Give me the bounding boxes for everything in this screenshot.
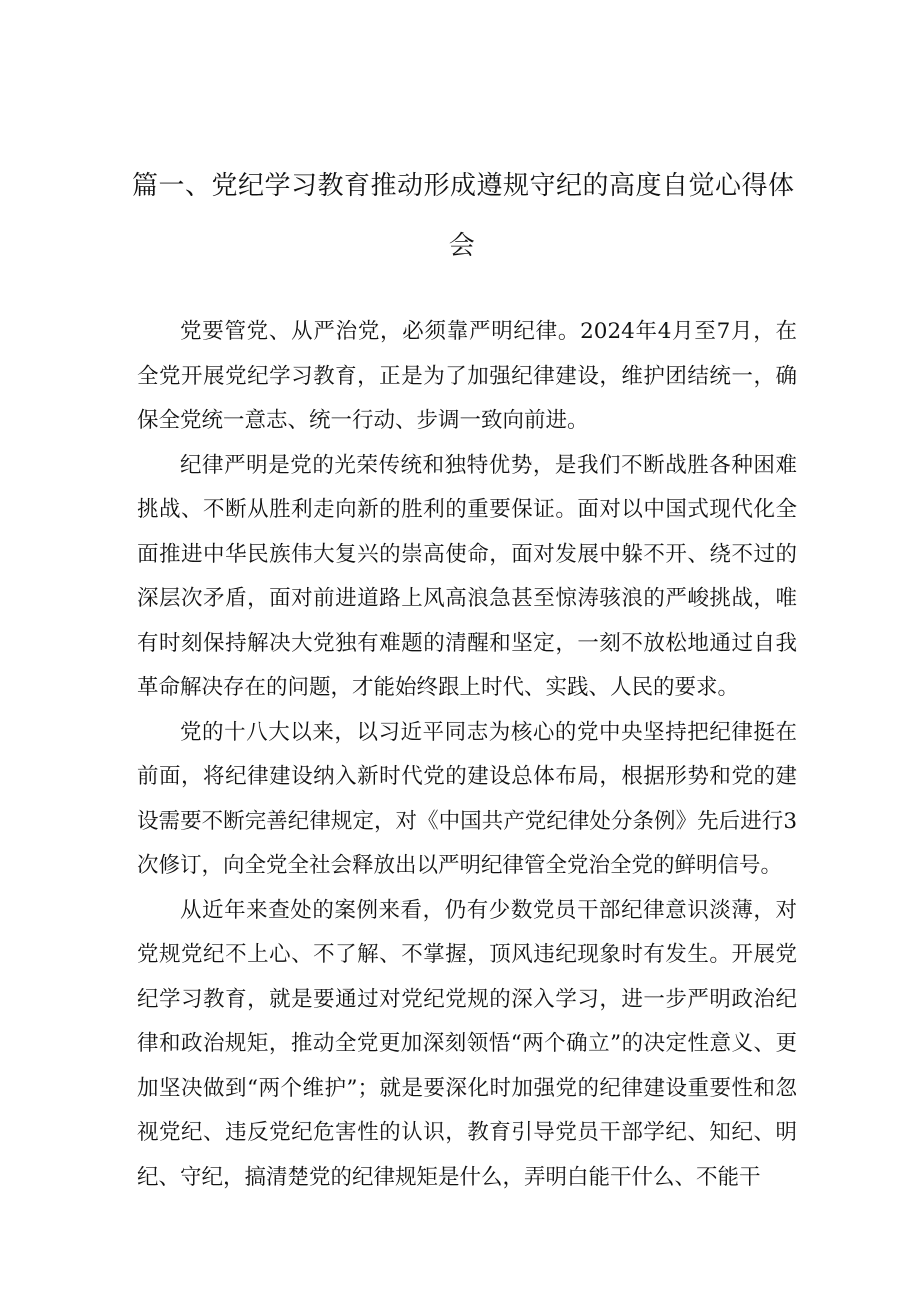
title-line-2: 会 [448,231,476,261]
document-body [137,310,797,1200]
paragraph-3: 党的十八大以来，以习近平同志为核心的党中央坚持把纪律挺在前面，将纪律建设纳入新时代党的建设总体布局，根据形势和党的建设需要不断完善纪律规定，对《中国共产党纪律处分条例》先后进行3次修订，向全党全社会释放出以严明纪律管全党治全党的鲜明信号。 [137,719,797,878]
paragraph-1: 党要管党、从严治党，必须靠严明纪律。2024年4月至7月，在全党开展党纪学习教育，正是为了加强纪律建设，维护团结统一，确保全党统一意志、统一行动、步调一致向前进。 [137,319,797,433]
paragraph-4: 从近年来查处的案例来看，仍有少数党员干部纪律意识淡薄，对党规党纪不上心、不了解、不掌握，顶风违纪现象时有发生。开展党纪学习教育，就是要通过对党纪党规的深入学习，进一步严明政治纪律和政治规矩，推动全党更加深刻领悟“两个确立”的决定性意义、更加坚决做到“两个维护”；就是要深化时加强党的纪律建设重要性和忽视党纪、违反党纪危害性的认识，教育引导党员干部学纪、知纪、明纪、守纪，搞清楚党的纪律规矩是什么，弄明白能干什么、不能干 [137,897,797,1190]
title-line-1: 篇一、党纪学习教育推动形成遵规守纪的高度自觉心得体 [132,171,795,201]
document-title [132,156,795,276]
paragraph-2: 纪律严明是党的光荣传统和独特优势，是我们不断战胜各种困难挑战、不断从胜利走向新的胜利的重要保证。面对以中国式现代化全面推进中华民族伟大复兴的崇高使命，面对发展中躲不开、绕不过的深层次矛盾，面对前进道路上风高浪急甚至惊涛骇浪的严峻挑战，唯有时刻保持解决大党独有难题的清醒和坚定，一刻不放松地通过自我革命解决存在的问题，才能始终跟上时代、实践、人民的要求。 [137,452,797,700]
